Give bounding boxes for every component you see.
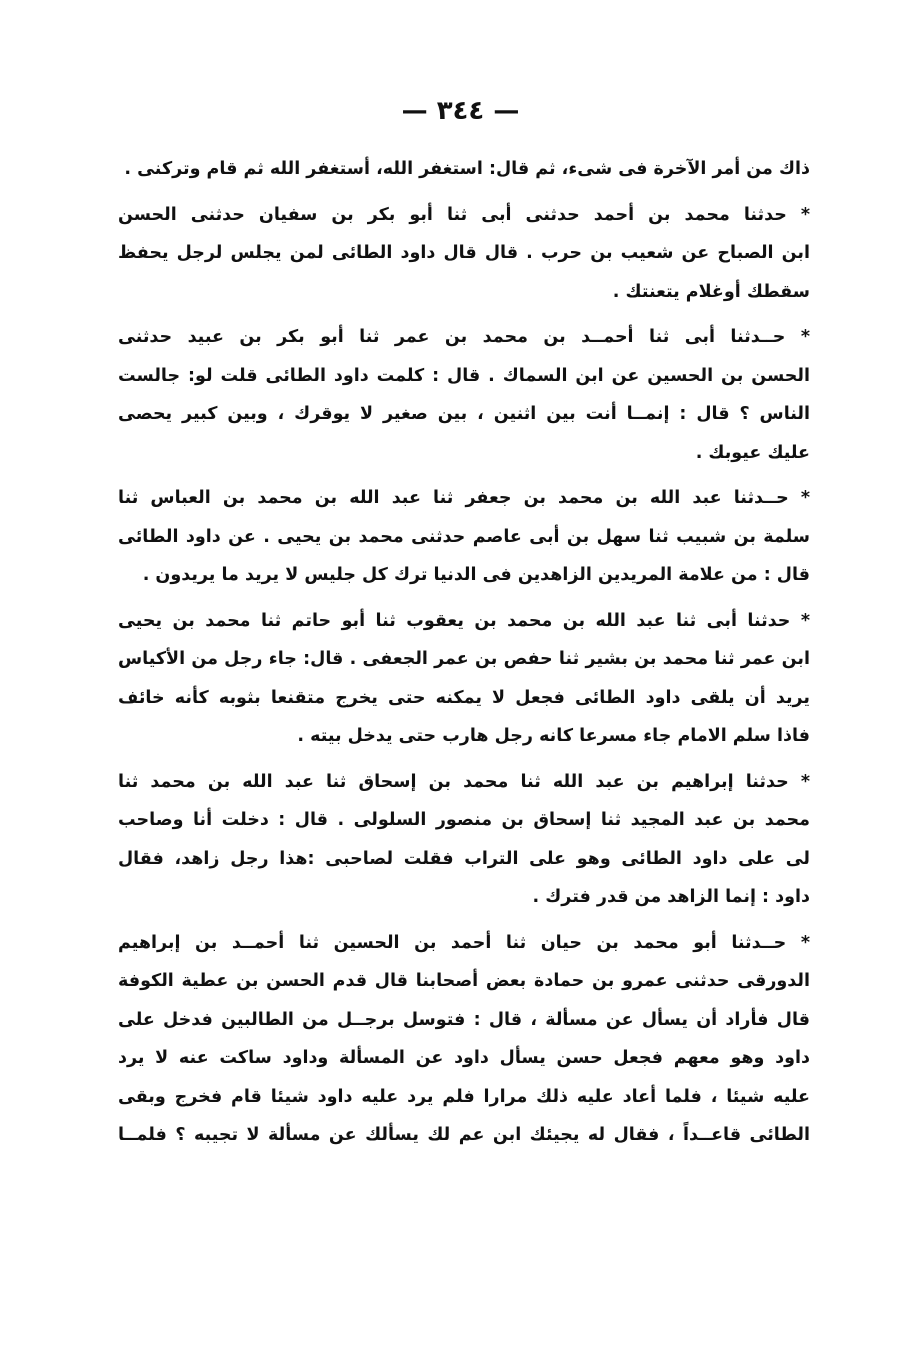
text-line: الدورقى حدثنى عمرو بن حمادة بعض أصحابنا قال قدم الحسن بن عطية الكوفة	[118, 971, 810, 991]
paragraph-6	[118, 763, 810, 917]
text-line: فاذا سلم الامام جاء مسرعا كانه رجل هارب حتى يدخل بيته .	[297, 726, 810, 746]
text-line: ابن الصباح عن شعيب بن حرب . قال قال داود الطائى لمن يجلس لرجل يحفظ	[118, 243, 810, 263]
paragraph-3	[118, 318, 810, 472]
text-line: سلمة بن شبيب ثنا سهل بن أبى عاصم حدثنى محمد بن يحيى . عن داود الطائى	[118, 526, 810, 547]
text-line: * حدثنا أبى ثنا عبد الله بن محمد بن يعقوب ثنا أبو حاتم ثنا محمد بن يحيى	[118, 610, 810, 631]
text-line: داود : إنما الزاهد من قدر فترك .	[532, 887, 810, 907]
paragraph-7	[118, 924, 810, 1155]
text-line: ذاك من أمر الآخرة فى شىء، ثم قال: استغفر الله، أستغفر الله ثم قام وتركنى .	[124, 159, 810, 179]
page-number: — ٣٤٤ —	[401, 96, 520, 126]
text-line: * حــدثنا عبد الله بن محمد بن جعفر ثنا عبد الله بن محمد بن العباس ثنا	[118, 488, 810, 508]
text-line: * حدثنا إبراهيم بن عبد الله ثنا محمد بن إسحاق ثنا عبد الله بن محمد ثنا	[118, 771, 810, 792]
text-line: ابن عمر ثنا محمد بن بشير ثنا حفص بن عمر الجعفى . قال: جاء رجل من الأكياس	[118, 649, 810, 669]
text-line: عليه شيئا ، فلما أعاد عليه ذلك مرارا فلم يرد عليه داود شيئا قام فخرج وبقى	[118, 1086, 810, 1107]
text-line: الحسن بن الحسين عن ابن السماك . قال : كلمت داود الطائى قلت لو: جالست	[118, 365, 810, 386]
text-line: يريد أن يلقى داود الطائى فجعل لا يمكنه حتى يخرج متقنعا بثوبه كأنه خائف	[118, 687, 810, 708]
paragraph-5	[118, 602, 810, 756]
text-line: سقطك أوغلام يتعنتك .	[612, 281, 810, 302]
text-line: قال : من علامة المريدين الزاهدين فى الدنيا ترك كل جليس لا يريد ما يريدون .	[142, 565, 810, 585]
text-line: لى على داود الطائى وهو على التراب فقلت لصاحبى :هذا رجل زاهد، فقال	[118, 848, 810, 869]
main-text	[118, 150, 810, 1162]
paragraph-4	[118, 479, 810, 595]
paragraph-1	[118, 150, 810, 189]
text-line: عليك عيوبك .	[695, 442, 810, 463]
text-line: * حــدثنا أبو محمد بن حيان ثنا أحمد بن الحسين ثنا أحمــد بن إبراهيم	[118, 932, 810, 953]
text-line: الطائى قاعــداً ، فقال له يجيئك ابن عم لك يسألك عن مسألة لا تجيبه ؟ فلمــا	[118, 1125, 810, 1145]
text-line: * حــدثنا أبى ثنا أحمــد بن محمد بن عمر ثنا أبو بكر بن عبيد حدثنى	[118, 327, 810, 347]
text-line: الناس ؟ قال : إنمــا أنت بين اثنين ، بين صغير لا يوقرك ، وبين كبير يحصى	[118, 404, 810, 424]
text-line: قال فأراد أن يسأل عن مسألة ، قال : فتوسل برجــل من الطالبين فدخل على	[118, 1009, 810, 1030]
text-line: * حدثنا محمد بن أحمد حدثنى أبى ثنا أبو بكر بن سفيان حدثنى الحسن	[118, 204, 810, 225]
paragraph-2	[118, 196, 810, 312]
text-line: داود وهو معهم فجعل حسن يسأل داود عن المسألة وداود ساكت عنه لا يرد	[118, 1048, 810, 1068]
text-line: محمد بن عبد المجيد ثنا إسحاق بن منصور السلولى . قال : دخلت أنا وصاحب	[118, 810, 810, 830]
